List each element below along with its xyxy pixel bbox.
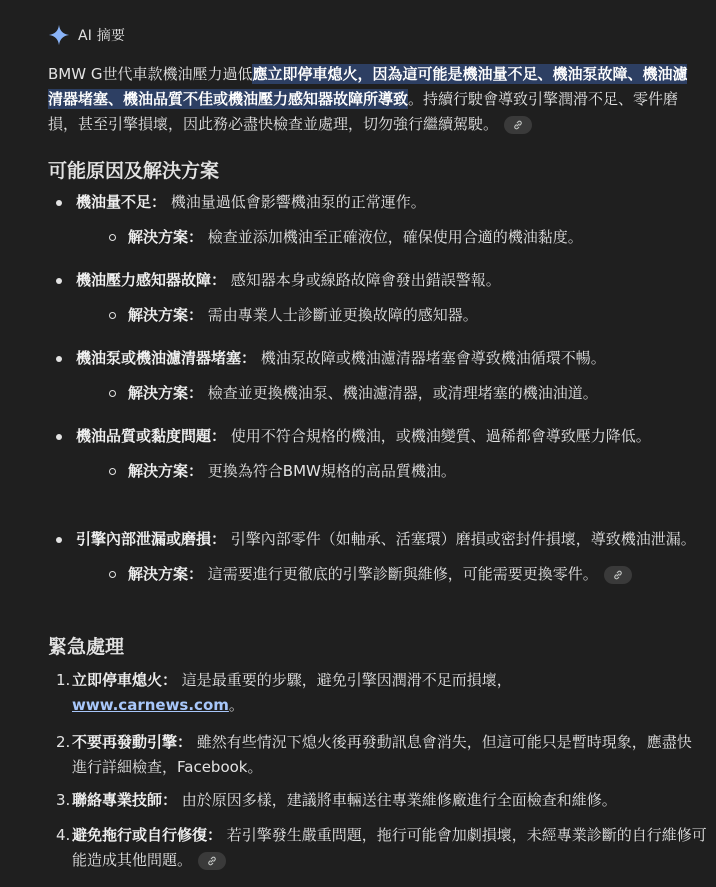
list-item [48, 788, 712, 813]
solution-label: 解決方案： [128, 228, 204, 246]
source-link-button[interactable] [504, 116, 532, 134]
bullet-dot [56, 200, 62, 206]
cause-label: 機油壓力感知器故障： [76, 271, 227, 289]
cause-label: 機油品質或黏度問題： [76, 427, 227, 445]
source-site-link[interactable]: www.carnews.com [72, 696, 229, 714]
step-text: 雖然有些情況下熄火後再發動訊息會消失，但這可能只是暫時現象，應盡快進行詳細檢查，Facebook。 [72, 733, 692, 776]
summary-paragraph [48, 62, 688, 137]
step-trailing: 。 [228, 696, 244, 714]
step-text: 由於原因多樣，建議將車輛送往專業維修廠進行全面檢查和維修。 [181, 791, 617, 809]
list-item [48, 190, 716, 250]
bullet-dot [56, 537, 62, 543]
source-link-button[interactable] [604, 566, 632, 584]
list-item [48, 527, 716, 587]
link-icon [612, 569, 624, 581]
step-number: 3. [56, 791, 71, 809]
bullet-dot [56, 278, 62, 284]
summary-suffix: 。持續行駛會導致引擎潤滑不足、零件磨損，甚至引擎損壞，因此務必盡快檢查並處理，切勿強行繼續駕駛。 [48, 90, 679, 133]
summary-prefix: BMW G世代車款機油壓力過低 [48, 65, 253, 83]
cause-label: 機油量不足： [76, 193, 167, 211]
link-icon [512, 119, 524, 131]
urgent-heading: 緊急處理 [48, 636, 125, 658]
solution-label: 解決方案： [128, 565, 204, 583]
list-item [48, 668, 712, 718]
cause-label: 引擎內部泄漏或磨損： [76, 530, 227, 548]
bullet-ring [109, 234, 116, 241]
cause-text: 使用不符合規格的機油，或機油變質、過稀都會導致壓力降低。 [230, 427, 651, 445]
step-label: 避免拖行或自行修復： [72, 826, 223, 844]
step-text: 若引擎發生嚴重問題，拖行可能會加劇損壞，未經專業診斷的自行維修可能造成其他問題。 [72, 826, 707, 869]
bullet-dot [56, 434, 62, 440]
step-number: 1. [56, 671, 71, 689]
list-item [48, 268, 716, 328]
sparkle-icon [48, 24, 70, 46]
bullet-dot [56, 356, 62, 362]
bullet-ring [109, 468, 116, 475]
cause-text: 引擎內部零件（如軸承、活塞環）磨損或密封件損壞，導致機油泄漏。 [230, 530, 696, 548]
bullet-ring [109, 571, 116, 578]
solution-text: 這需要進行更徹底的引擎診斷與維修，可能需要更換零件。 [207, 565, 598, 583]
cause-text: 機油泵故障或機油濾清器堵塞會導致機油循環不暢。 [260, 349, 606, 367]
list-item [48, 823, 712, 873]
list-item [48, 424, 696, 484]
solution-text: 需由專業人士診斷並更換故障的感知器。 [207, 306, 478, 324]
solution-label: 解決方案： [128, 306, 204, 324]
solution-text: 檢查並添加機油至正確液位，確保使用合適的機油黏度。 [207, 228, 583, 246]
cause-text: 感知器本身或線路故障會發出錯誤警報。 [230, 271, 501, 289]
step-text: 這是最重要的步驟，避免引擎因潤滑不足而損壞， [181, 671, 512, 689]
step-label: 聯絡專業技師： [72, 791, 178, 809]
solution-text: 更換為符合BMW規格的高品質機油。 [207, 462, 456, 480]
cause-label: 機油泵或機油濾清器堵塞： [76, 349, 257, 367]
link-icon [206, 855, 218, 867]
summary-highlight: 應立即停車熄火，因為這可能是機油量不足、機油泵故障、機油濾清器堵塞、機油品質不佳或機油壓力感知器故障所導致 [48, 65, 688, 108]
step-number: 4. [56, 826, 71, 844]
causes-heading: 可能原因及解決方案 [48, 160, 220, 182]
ai-overview-header [48, 24, 125, 46]
step-number: 2. [56, 733, 71, 751]
step-label: 不要再發動引擎： [72, 733, 193, 751]
cause-text: 機油量過低會影響機油泵的正常運作。 [170, 193, 426, 211]
bullet-ring [109, 390, 116, 397]
ai-overview-label: AI 摘要 [78, 28, 126, 44]
step-label: 立即停車熄火： [72, 671, 178, 689]
solution-text: 檢查並更換機油泵、機油濾清器，或清理堵塞的機油油道。 [207, 384, 598, 402]
solution-label: 解決方案： [128, 384, 204, 402]
source-link-button[interactable] [198, 852, 226, 870]
list-item [48, 730, 692, 780]
solution-label: 解決方案： [128, 462, 204, 480]
bullet-ring [109, 312, 116, 319]
list-item [48, 346, 716, 406]
